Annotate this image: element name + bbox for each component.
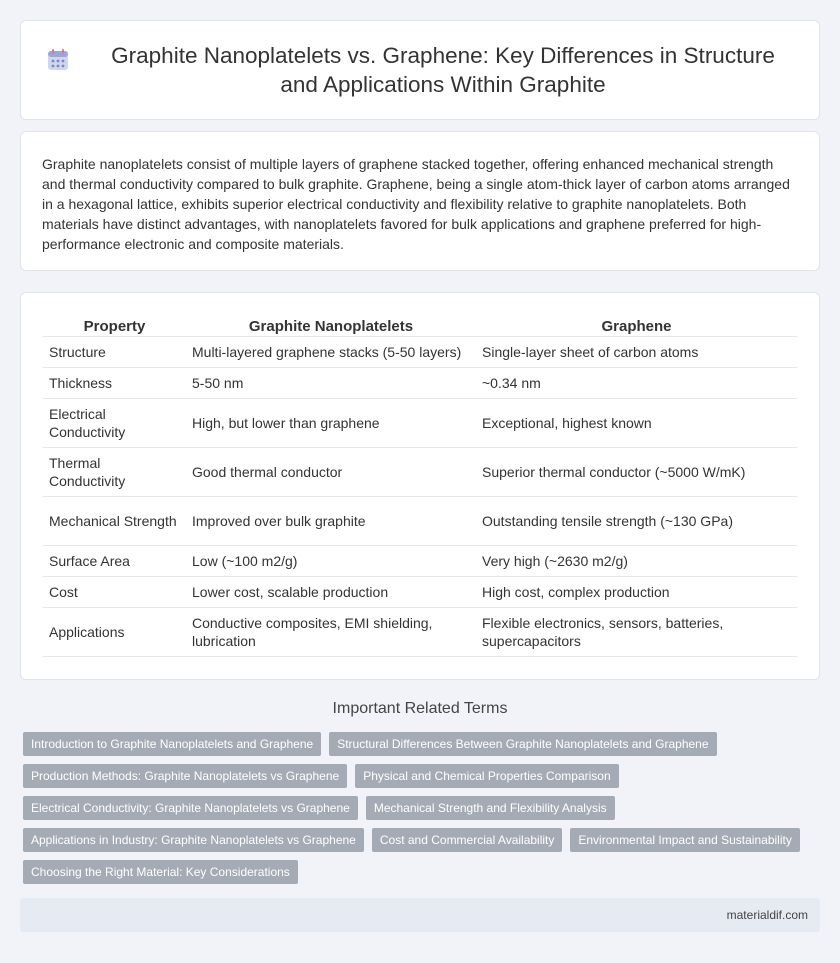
- table-cell: Single-layer sheet of carbon atoms: [476, 337, 797, 368]
- table-header-cell: Property: [43, 313, 186, 337]
- related-term-tag[interactable]: Structural Differences Between Graphite Nanoplatelets and Graphene: [329, 732, 716, 756]
- table-cell: Surface Area: [43, 546, 186, 577]
- table-row: [43, 448, 797, 497]
- table-cell: Structure: [43, 337, 186, 368]
- table-row: [43, 577, 797, 608]
- table-cell: Applications: [43, 608, 186, 657]
- related-terms-tags: [23, 732, 823, 892]
- table-cell: Exceptional, highest known: [476, 399, 797, 448]
- intro-card: [20, 131, 820, 271]
- table-cell: Very high (~2630 m2/g): [476, 546, 797, 577]
- table-cell: Low (~100 m2/g): [186, 546, 476, 577]
- table-row: [43, 368, 797, 399]
- footer: [20, 898, 820, 932]
- table-row: [43, 546, 797, 577]
- table-cell: Outstanding tensile strength (~130 GPa): [476, 497, 797, 546]
- table-header-cell: Graphene: [476, 313, 797, 337]
- table-header-row: [43, 313, 797, 337]
- comparison-table: [43, 313, 797, 657]
- related-term-tag[interactable]: Production Methods: Graphite Nanoplatelets vs Graphene: [23, 764, 347, 788]
- table-row: [43, 497, 797, 546]
- related-term-tag[interactable]: Physical and Chemical Properties Comparison: [355, 764, 618, 788]
- tag-row: [23, 732, 823, 756]
- tag-row: [23, 796, 823, 820]
- table-row: [43, 337, 797, 368]
- table-cell: Mechanical Strength: [43, 497, 186, 546]
- table-row: [43, 399, 797, 448]
- table-cell: High, but lower than graphene: [186, 399, 476, 448]
- table-cell: Flexible electronics, sensors, batteries, supercapacitors: [476, 608, 797, 657]
- table-header-cell: Graphite Nanoplatelets: [186, 313, 476, 337]
- tag-row: [23, 764, 823, 788]
- table-cell: High cost, complex production: [476, 577, 797, 608]
- related-term-tag[interactable]: Cost and Commercial Availability: [372, 828, 563, 852]
- related-term-tag[interactable]: Applications in Industry: Graphite Nanoplatelets vs Graphene: [23, 828, 364, 852]
- tag-row: [23, 860, 823, 884]
- table-cell: Conductive composites, EMI shielding, lubrication: [186, 608, 476, 657]
- table-cell: Lower cost, scalable production: [186, 577, 476, 608]
- header-card: [20, 20, 820, 120]
- comparison-table-card: [20, 292, 820, 680]
- table-cell: Cost: [43, 577, 186, 608]
- table-cell: Superior thermal conductor (~5000 W/mK): [476, 448, 797, 497]
- related-term-tag[interactable]: Electrical Conductivity: Graphite Nanoplatelets vs Graphene: [23, 796, 358, 820]
- table-cell: Multi-layered graphene stacks (5-50 layers): [186, 337, 476, 368]
- related-term-tag[interactable]: Choosing the Right Material: Key Considerations: [23, 860, 298, 884]
- related-terms-title: Important Related Terms: [332, 700, 508, 717]
- table-cell: Thermal Conductivity: [43, 448, 186, 497]
- related-term-tag[interactable]: Mechanical Strength and Flexibility Analysis: [366, 796, 615, 820]
- table-row: [43, 608, 797, 657]
- table-cell: 5-50 nm: [186, 368, 476, 399]
- table-cell: ~0.34 nm: [476, 368, 797, 399]
- table-cell: Electrical Conductivity: [43, 399, 186, 448]
- tag-row: [23, 828, 823, 852]
- table-cell: Good thermal conductor: [186, 448, 476, 497]
- table-cell: Thickness: [43, 368, 186, 399]
- page-title: Graphite Nanoplatelets vs. Graphene: Key Differences in Structure and Applications Within Graphite: [111, 43, 775, 97]
- related-term-tag[interactable]: Environmental Impact and Sustainability: [570, 828, 799, 852]
- calendar-icon: [45, 47, 71, 73]
- footer-site-link[interactable]: materialdif.com: [726, 908, 808, 922]
- intro-text: Graphite nanoplatelets consist of multiple layers of graphene stacked together, offering enhanced mechanical strength and thermal conductivity compared to bulk graphite. Graphene, being a single atom-thick layer of carbon atoms arranged in a hexagonal lattice, exhibits superior electrical conductivity and flexibility relative to graphite nanoplatelets. Both materials have distinct advantages, with nanoplatelets favored for bulk applications and graphene preferred for high-performance electronic and composite materials.: [42, 156, 790, 252]
- header-inner: [45, 41, 795, 99]
- table-cell: Improved over bulk graphite: [186, 497, 476, 546]
- related-term-tag[interactable]: Introduction to Graphite Nanoplatelets and Graphene: [23, 732, 321, 756]
